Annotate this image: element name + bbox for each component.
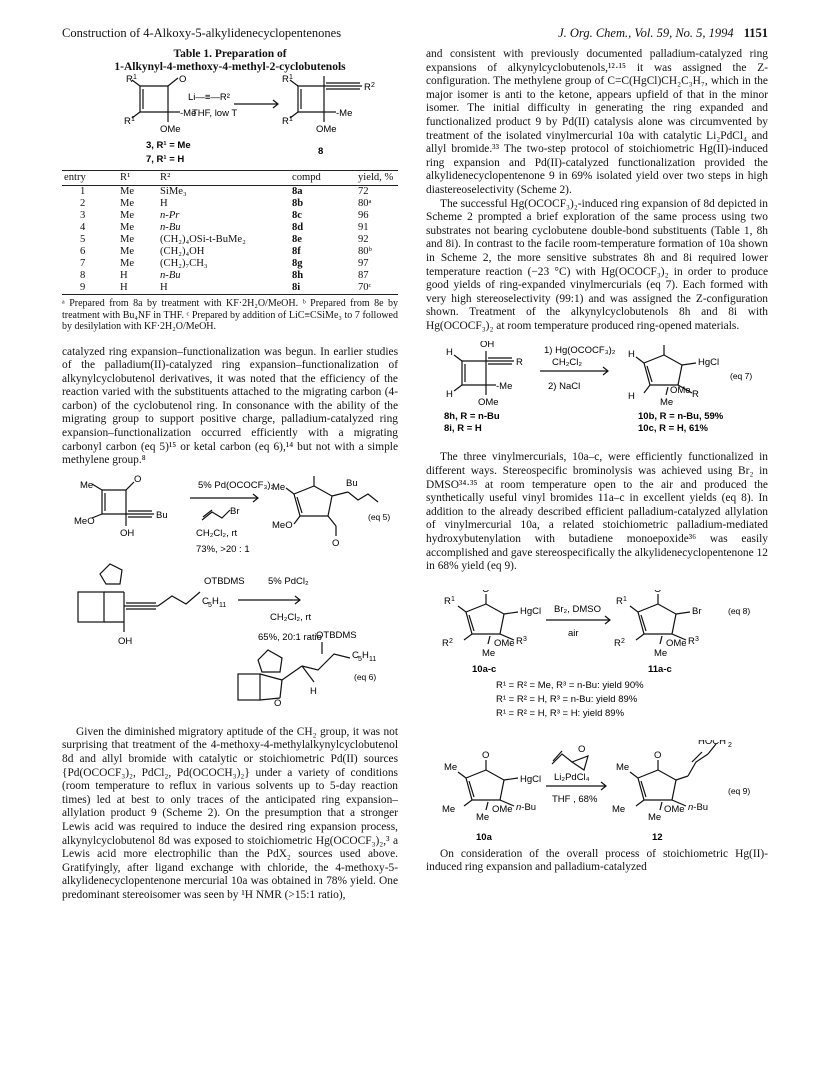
svg-text:(eq 8): (eq 8) xyxy=(728,605,751,616)
svg-text:73%, >20 : 1: 73%, >20 : 1 xyxy=(196,543,250,555)
svg-text:R¹ = R² = Me, R³ = n-Bu: yield: R¹ = R² = Me, R³ = n-Bu: yield 90% xyxy=(496,679,644,691)
svg-text:air: air xyxy=(568,627,579,639)
svg-text:Me: Me xyxy=(612,803,626,815)
svg-text:R: R xyxy=(444,595,451,607)
svg-text:O xyxy=(482,590,489,595)
svg-text:THF , 68%: THF , 68% xyxy=(552,793,598,805)
svg-text:2: 2 xyxy=(371,82,375,89)
svg-text:3, R¹ = Me: 3, R¹ = Me xyxy=(146,140,191,151)
svg-text:n-Bu: n-Bu xyxy=(688,801,709,813)
svg-text:C: C xyxy=(352,649,359,661)
svg-text:THF, low T: THF, low T xyxy=(192,108,238,119)
table-row: 7 Me (CH₂)₇CH₃ 8g 97 xyxy=(80,258,369,269)
svg-text:O: O xyxy=(274,697,282,708)
svg-text:12: 12 xyxy=(652,831,663,843)
svg-text:R: R xyxy=(516,357,523,369)
svg-text:10b, R = n-Bu, 59%: 10b, R = n-Bu, 59% xyxy=(638,411,724,423)
svg-text:R: R xyxy=(614,637,621,649)
svg-text:C: C xyxy=(202,595,209,607)
svg-text:10a: 10a xyxy=(476,831,492,843)
svg-text:2) NaCl: 2) NaCl xyxy=(548,381,581,393)
svg-text:2: 2 xyxy=(621,637,625,645)
svg-text:1: 1 xyxy=(289,74,293,81)
svg-text:OH: OH xyxy=(118,635,133,647)
svg-text:1) Hg(OCOCF₃)₂: 1) Hg(OCOCF₃)₂ xyxy=(544,345,616,357)
table1-scheme xyxy=(62,74,398,170)
svg-text:HgCl: HgCl xyxy=(520,605,542,617)
svg-text:O: O xyxy=(134,473,142,485)
table-header: R² xyxy=(158,171,290,186)
svg-text:H: H xyxy=(446,389,453,401)
svg-text:OMe: OMe xyxy=(492,803,513,815)
svg-text:O xyxy=(660,341,667,344)
svg-text:R: R xyxy=(126,74,133,85)
svg-text:H: H xyxy=(446,347,453,359)
svg-text:Me: Me xyxy=(442,803,456,815)
svg-text:(eq 9): (eq 9) xyxy=(728,785,751,796)
svg-text:H: H xyxy=(628,391,635,403)
svg-text:1: 1 xyxy=(131,116,135,123)
svg-text:2: 2 xyxy=(449,637,453,645)
svg-text:8h, R = n-Bu: 8h, R = n-Bu xyxy=(444,411,500,423)
svg-text:O xyxy=(654,590,661,595)
svg-text:O: O xyxy=(482,749,490,761)
eq9-scheme xyxy=(426,740,768,844)
eq7-scheme xyxy=(426,341,768,433)
svg-text:-Me: -Me xyxy=(180,108,197,119)
svg-text:OMe: OMe xyxy=(670,385,691,397)
paragraph: and consistent with previously documented palladium-catalyzed ring expansions of alkynylcyclobutenols,¹²·¹⁵ it was assigned the Z-configuration. The methylene group of C=C(HgCl)CH₂C₃H₇, which in the major isomer is anti to the ketone, appears upfield of that in the minor isomer. The initial difficulty in generating the ring expanded and functionalized product 9 by Pd(II) catalysis alone was circumvented by treatment of the isolated vinylmercurial 10a with catalytic Li₂PdCl₄ and allyl bromide.³³ The two-step protocol of stoichiometric Hg(II)-induced ring expansion and Pd(II)-catalyzed functionalization provided the alkylidenecyclopentenone 9 in 69% isolated yield over two steps in high diastereoselectivity (Scheme 2). xyxy=(426,48,768,196)
paragraph: The successful Hg(OCOCF₃)₂-induced ring expansion of 8d depicted in Scheme 2 prompted a brief exploration of the same process using two substrates not bearing cyclobutene double-bond substituents (Table 1, 8h and 8i). In contrast to the facile room-temperature formation of 10a shown in Scheme 2, the more sensitive substrates 8h and 8i required lower temperature reaction (−23 °C) with Hg(OCOCF₃)₂ in order to produce good yields of ring-expanded vinylmercurials (eq 7). Each formed with very high stereoselectivity (99:1) and was assigned the Z-configuration shown. Treatment of the alkynylcyclobutenols 8h and 8i with Hg(OCOCF₃)₂ at room temperature produced ring-opened materials. xyxy=(426,197,768,332)
svg-text:7, R¹ = H: 7, R¹ = H xyxy=(146,154,185,165)
svg-text:HgCl: HgCl xyxy=(698,357,720,369)
table-row: 4 Me n-Bu 8d 91 xyxy=(80,222,369,233)
paragraph: The three vinylmercurials, 10a–c, were efficiently functionalized in different ways. Stereospecific brominolysis was achieved using Br₂ in DMSO³⁴·³⁵ at room temperature open to the air and produced the synthetically useful vinyl bromides 11a–c in excellent yields (eq 8). In addition to the already described efficient palladium-catalyzed allylation of vinylmercurial 10a, a related stoichiometric palladium-mediated hydroxybutenylation with butadiene monoepoxide³⁶ was easily accomplished and gave stereospecifically the alkylidenecyclopentenone 12 in 68% yield (eq 9). xyxy=(426,451,768,573)
table-row: 6 Me (CH₂)₄OH 8f 80ᵇ xyxy=(80,246,372,257)
svg-text:Br: Br xyxy=(692,605,702,617)
svg-text:Me: Me xyxy=(654,647,668,659)
svg-text:OMe: OMe xyxy=(666,637,687,649)
page-number: 1151 xyxy=(743,26,768,40)
svg-text:10c, R = H, 61%: 10c, R = H, 61% xyxy=(638,423,708,434)
svg-text:OMe: OMe xyxy=(316,124,337,135)
svg-text:11: 11 xyxy=(369,655,377,663)
svg-text:Bu: Bu xyxy=(346,477,358,489)
svg-text:OH: OH xyxy=(120,527,135,539)
svg-text:R¹ = R² = H, R³ = n-Bu: yield: R¹ = R² = H, R³ = n-Bu: yield 89% xyxy=(496,693,638,705)
svg-text:(eq 5): (eq 5) xyxy=(368,511,391,522)
svg-text:-Me: -Me xyxy=(336,108,353,119)
running-header: Construction of 4-Alkoxy-5-alkylidenecyclopentenones xyxy=(62,26,342,40)
svg-text:n-Bu: n-Bu xyxy=(516,801,537,813)
svg-text:5: 5 xyxy=(208,601,212,609)
table-row: 9 H H 8i 70ᶜ xyxy=(62,282,398,295)
svg-text:OMe: OMe xyxy=(494,637,515,649)
svg-text:1: 1 xyxy=(289,116,293,123)
table1-caption: Table 1. Preparation of 1-Alkynyl-4-methoxy-4-methyl-2-cyclobutenols xyxy=(114,48,346,73)
svg-text:3: 3 xyxy=(695,635,699,643)
svg-text:Me: Me xyxy=(616,761,630,773)
svg-text:3: 3 xyxy=(523,635,527,643)
eq8-scheme xyxy=(426,590,768,740)
svg-text:Me: Me xyxy=(444,761,458,773)
svg-text:(eq 7): (eq 7) xyxy=(730,371,753,382)
svg-text:MeO: MeO xyxy=(74,515,95,527)
paragraph: On consideration of the overall process of stoichiometric Hg(II)-induced ring expansion and palladium-catalyzed xyxy=(426,847,768,874)
svg-text:2: 2 xyxy=(728,741,732,749)
svg-text:5: 5 xyxy=(358,655,362,663)
svg-text:1: 1 xyxy=(451,595,455,603)
right-column xyxy=(426,48,768,875)
svg-text:OMe: OMe xyxy=(664,803,685,815)
svg-text:OTBDMS: OTBDMS xyxy=(204,575,245,587)
svg-text:R: R xyxy=(124,116,131,127)
svg-text:CH₂Cl₂, rt: CH₂Cl₂, rt xyxy=(270,611,312,623)
svg-text:R: R xyxy=(364,82,371,93)
svg-text:1: 1 xyxy=(133,74,137,81)
svg-text:Br: Br xyxy=(230,505,240,517)
svg-text:CH₂Cl₂: CH₂Cl₂ xyxy=(552,357,583,369)
svg-text:OTBDMS: OTBDMS xyxy=(316,629,357,641)
svg-text:Me: Me xyxy=(476,811,490,823)
svg-text:OMe: OMe xyxy=(478,397,499,409)
eq5-eq6-scheme xyxy=(62,474,398,708)
svg-text:Me: Me xyxy=(660,397,674,409)
left-column xyxy=(62,48,398,903)
table-header: R¹ xyxy=(118,171,158,186)
table-header: yield, % xyxy=(356,171,398,186)
svg-text:(eq 6): (eq 6) xyxy=(354,671,377,682)
journal-citation: J. Org. Chem., Vol. 59, No. 5, 1994 1151 xyxy=(558,26,768,40)
svg-text:Bu: Bu xyxy=(156,509,168,521)
svg-text:R: R xyxy=(692,389,699,401)
svg-text:R¹ = R² = H, R³ = H: yield 89%: R¹ = R² = H, R³ = H: yield 89% xyxy=(496,707,625,719)
svg-text:11: 11 xyxy=(219,601,227,609)
svg-text:Me: Me xyxy=(272,481,286,493)
paragraph: Given the diminished migratory aptitude of the CH₂ group, it was not surprising that treatment of the 4-methoxy-4-methylalkynylcyclobutenol 8d and allyl bromide with catalytic or stoichiometric Pd(II) sources {Pd(OCOCF₃)₂, PdCl₂, Pd(OCOCH₃)₂} under a variety of conditions (room temperature to reflux in various solvents up to 5-day reaction times) led at best to only traces of the anticipated ring expansion–allylation product 9 (Scheme 2). On the presumption that a stronger Lewis acid was required to induce the desired ring expansion process, alkynylcyclobutenol 8d was exposed to stoichiometric Hg(OCOCF₃)₂,³ a Lewis acid more electrophilic than the PdX₂ sources used above. Gratifyingly, after ligand exchange with chloride, the 4-methoxy-5-alkylidenecyclopentenone mercurial 10a was obtained in 78% yield. One predominant stereoisomer was seen by ¹H NMR (>15:1 ratio), xyxy=(62,725,398,901)
svg-text:R: R xyxy=(688,635,695,647)
svg-text:Br₂, DMSO: Br₂, DMSO xyxy=(554,603,601,615)
svg-text:11a-c: 11a-c xyxy=(648,663,672,675)
svg-text:OH xyxy=(318,74,332,77)
svg-text:1: 1 xyxy=(623,595,627,603)
table-row: 5 Me (CH₂)₄OSi-t-BuMe₂ 8e 92 xyxy=(80,234,369,245)
svg-text:8i, R = H: 8i, R = H xyxy=(444,423,482,434)
svg-text:R: R xyxy=(616,595,623,607)
svg-text:H: H xyxy=(628,349,635,361)
svg-text:H: H xyxy=(212,595,219,607)
svg-text:R: R xyxy=(282,116,289,127)
svg-text:R: R xyxy=(282,74,289,85)
svg-text:Me: Me xyxy=(482,647,496,659)
table-header: entry xyxy=(62,171,118,186)
svg-text:65%, 20:1 ratio: 65%, 20:1 ratio xyxy=(258,631,322,643)
svg-text:OMe: OMe xyxy=(160,124,181,135)
svg-text:MeO: MeO xyxy=(272,519,293,531)
svg-text:HOCH: HOCH xyxy=(698,739,726,747)
svg-text:O xyxy=(310,474,317,477)
svg-text:OH: OH xyxy=(480,341,495,351)
svg-text:8: 8 xyxy=(318,146,324,157)
svg-text:H: H xyxy=(310,685,317,697)
svg-text:O: O xyxy=(179,74,187,85)
svg-text:10a-c: 10a-c xyxy=(472,663,497,675)
svg-text:Me: Me xyxy=(648,811,662,823)
table-header: compd xyxy=(290,171,356,186)
paragraph: catalyzed ring expansion–functionalization was begun. In earlier studies of the palladium(II)-catalyzed ring expansion–functionalization of alkynylcyclobutenol derivatives, it was noted that the efficiency of the reaction varied with the substituents attached to the migrating carbon (4-carbon) of the cyclobutenol ring. In consonance with the ability of the migrating group to support positive charge, palladium-catalyzed ring expansion–functionalization occurred efficiently with a migrating carbonyl carbon (eq 5)¹⁵ or ketal carbon (eq 6),¹⁴ but not with a simple methylene group.⁸ xyxy=(62,345,398,467)
svg-text:-Me: -Me xyxy=(496,381,513,393)
svg-text:O: O xyxy=(578,743,586,755)
table1-footnote: ᵃ Prepared from 8a by treatment with KF·2H₂O/MeOH. ᵇ Prepared from 8e by treatment with Bu₄NF in THF. ᶜ Prepared by addition of LiC≡CSiMe₃ to 7 followed by desilylation with KF·2H₂O/MeOH. xyxy=(62,298,398,332)
table-row: 3 Me n-Pr 8c 96 xyxy=(80,210,369,221)
svg-text:5% Pd(OCOCF₃)₂: 5% Pd(OCOCF₃)₂ xyxy=(198,479,275,491)
table-row: 1 Me SiMe₃ 8a 72 xyxy=(80,186,369,197)
table-row: 2 Me H 8b 80ᵃ xyxy=(80,198,372,209)
svg-text:Li—≡—R²: Li—≡—R² xyxy=(188,92,230,103)
svg-text:R: R xyxy=(442,637,449,649)
svg-text:H: H xyxy=(362,649,369,661)
svg-text:5% PdCl₂: 5% PdCl₂ xyxy=(268,575,309,587)
svg-text:R: R xyxy=(516,635,523,647)
svg-text:O: O xyxy=(654,749,662,761)
table-row: 8 H n-Bu 8h 87 xyxy=(80,270,369,281)
svg-text:Li₂PdCl₄: Li₂PdCl₄ xyxy=(554,771,590,783)
svg-text:CH₂Cl₂, rt: CH₂Cl₂, rt xyxy=(196,527,238,539)
svg-text:Me: Me xyxy=(80,479,94,491)
svg-text:O: O xyxy=(332,537,340,549)
svg-text:HgCl: HgCl xyxy=(520,773,542,785)
table1 xyxy=(62,170,398,295)
